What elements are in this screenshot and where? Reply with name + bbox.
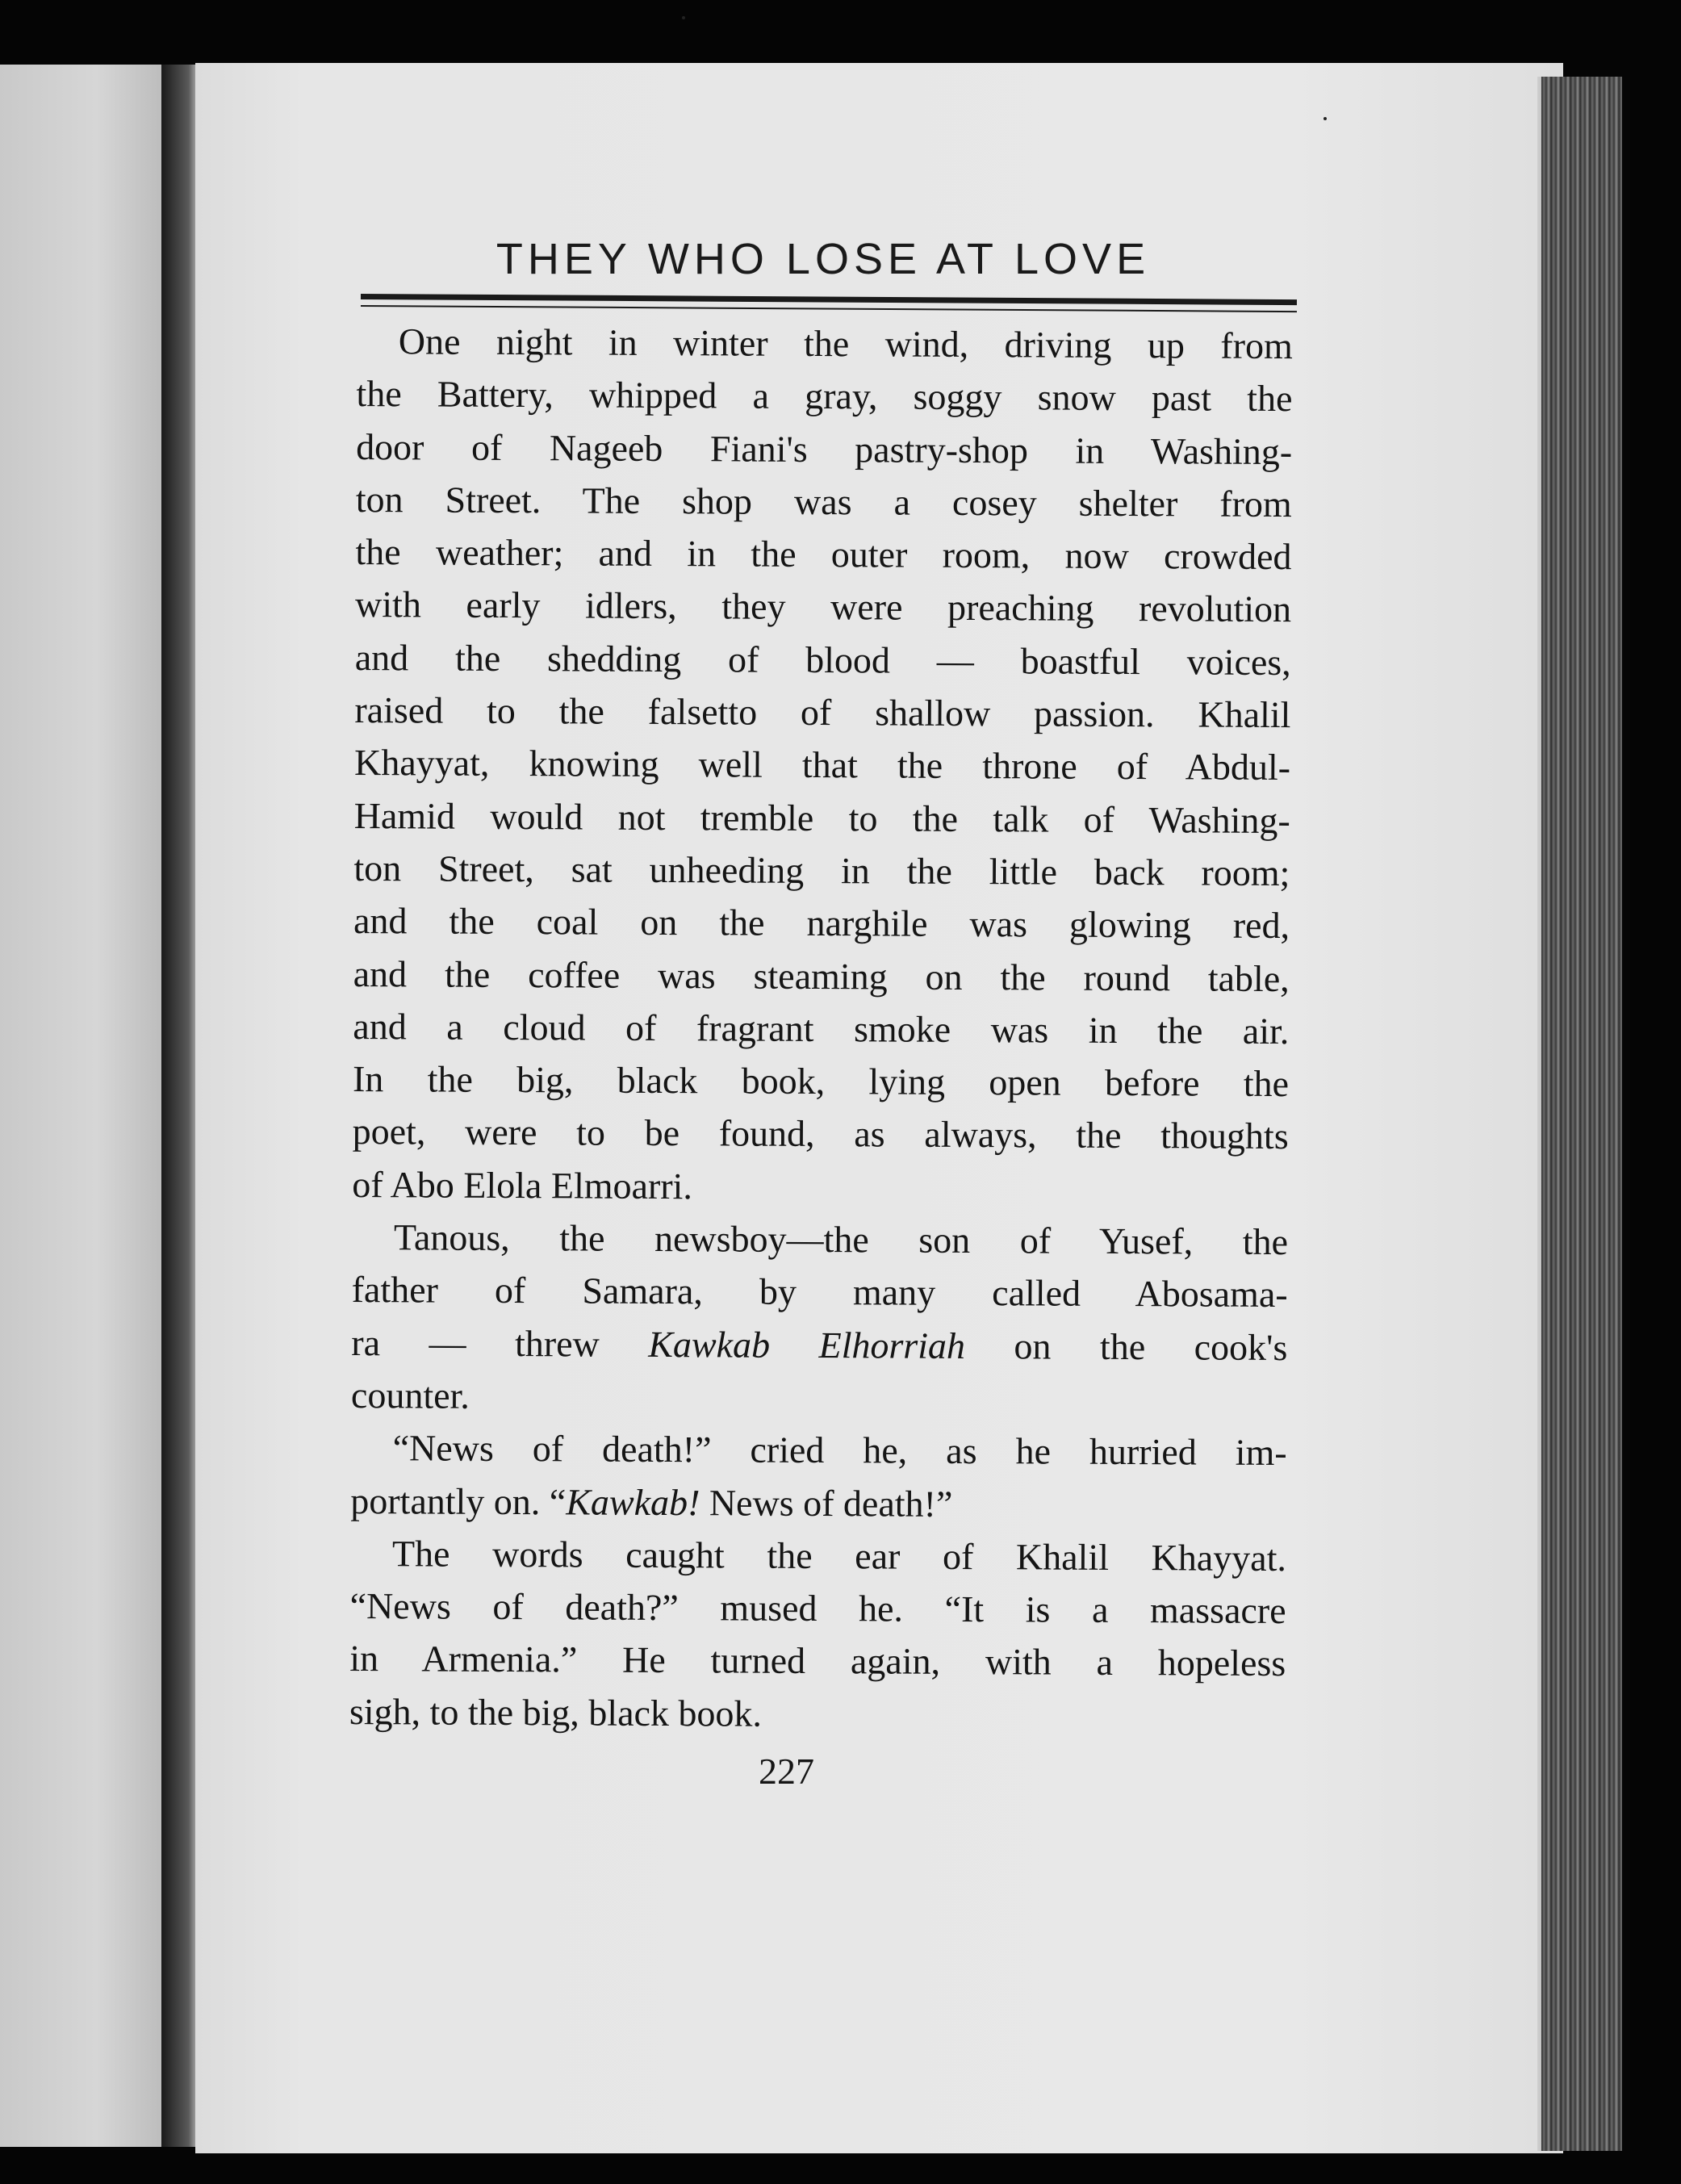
body-text bbox=[349, 315, 1293, 1743]
text-line: The words caught the ear of Khalil Khayyat. bbox=[391, 1533, 1287, 1579]
text-line: the weather; and in the outer room, now crowded bbox=[355, 531, 1292, 578]
text-line: sigh, to the big, black book. bbox=[349, 1690, 763, 1734]
text-line: and the coal on the narghile was glowing red, bbox=[353, 900, 1290, 947]
page-edges bbox=[1541, 77, 1622, 2151]
text-line: and the shedding of blood — boastful voices, bbox=[354, 636, 1291, 683]
dust-speck bbox=[1323, 117, 1327, 120]
text-line: and the coffee was steaming on the round table, bbox=[353, 952, 1290, 999]
text-line: counter. bbox=[350, 1374, 470, 1416]
text-line: father of Samara, by many called Abosama- bbox=[351, 1269, 1288, 1316]
text-line: One night in winter the wind, driving up from bbox=[398, 320, 1293, 367]
text-line: with early idlers, they were preaching revolution bbox=[354, 584, 1292, 630]
text-line: of Abo Elola Elmoarri. bbox=[352, 1163, 693, 1207]
italic-title: Kawkab! bbox=[566, 1480, 700, 1523]
text-line: In the big, black book, lying open before the bbox=[352, 1058, 1290, 1105]
text-line: portantly on. “Kawkab! News of death!” bbox=[350, 1479, 953, 1525]
italic-title: Kawkab Elhorriah bbox=[648, 1323, 966, 1366]
text-line: ton Street. The shop was a cosey shelter from bbox=[355, 478, 1292, 525]
text-line: Hamid would not tremble to the talk of Washing- bbox=[353, 794, 1290, 841]
text-line: “News of death!” cried he, as he hurried im- bbox=[392, 1427, 1287, 1474]
book-gutter bbox=[161, 65, 195, 2147]
text-line: in Armenia.” He turned again, with a hopeless bbox=[349, 1638, 1286, 1684]
text-line: ton Street, sat unheeding in the little back room; bbox=[353, 847, 1290, 894]
page-number: 227 bbox=[759, 1751, 814, 1792]
running-head: THEY WHO LOSE AT LOVE bbox=[496, 235, 1151, 283]
text-line: “News of death?” mused he. “It is a massacre bbox=[349, 1585, 1286, 1632]
text-line: Tanous, the newsboy—the son of Yusef, the bbox=[393, 1216, 1289, 1263]
text-line: raised to the falsetto of shallow passion. Khalil bbox=[354, 689, 1291, 736]
facing-page bbox=[0, 65, 161, 2147]
text-line: and a cloud of fragrant smoke was in the air. bbox=[353, 1005, 1290, 1052]
text-line: poet, were to be found, as always, the thoughts bbox=[352, 1111, 1289, 1157]
text-line: Khayyat, knowing well that the throne of Abdul- bbox=[353, 742, 1291, 789]
text-line: door of Nageeb Fiani's pastry-shop in Washing- bbox=[356, 425, 1293, 472]
text-line: the Battery, whipped a gray, soggy snow past the bbox=[356, 373, 1293, 420]
dust-speck bbox=[682, 16, 685, 19]
text-line: ra — threw Kawkab Elhorriah on the cook's bbox=[351, 1321, 1288, 1368]
